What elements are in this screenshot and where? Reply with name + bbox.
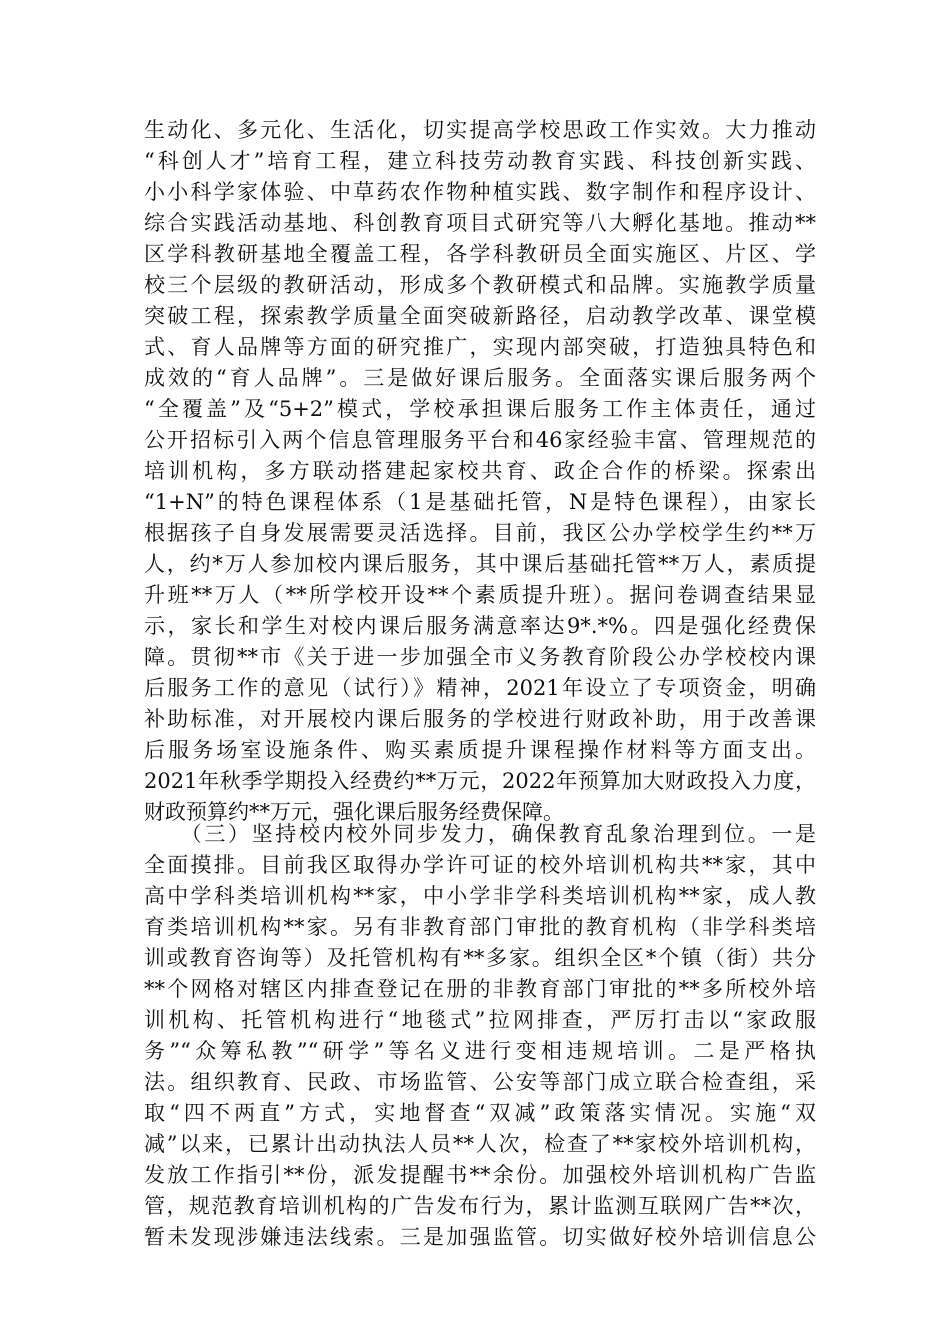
text-line: 训机构、托管机构进行“地毯式”拉网排查，严厉打击以“家政服 — [144, 1008, 816, 1032]
text-line: 法。组织教育、民政、市场监管、公安等部门成立联合检查组，采 — [144, 1070, 816, 1094]
text-line: “科创人才”培育工程，建立科技劳动教育实践、科技创新实践、 — [144, 149, 816, 173]
text-line: 管，规范教育培训机构的广告发布行为，累计监测互联网广告**次， — [144, 1194, 816, 1218]
text-line: 全面摸排。目前我区取得办学许可证的校外培训机构共**家，其中 — [144, 853, 816, 877]
text-line: 区学科教研基地全覆盖工程，各学科教研员全面实施区、片区、学 — [144, 242, 816, 266]
text-line: 高中学科类培训机构**家，中小学非学科类培训机构**家，成人教 — [144, 884, 816, 908]
text-line: 育类培训机构**家。另有非教育部门审批的教育机构（非学科类培 — [144, 915, 816, 939]
text-line: 财政预算约**万元，强化课后服务经费保障。 — [144, 800, 564, 824]
text-line: 综合实践活动基地、科创教育项目式研究等八大孵化基地。推动** — [144, 211, 816, 235]
text-line: “1+N”的特色课程体系（1是基础托管，N是特色课程），由家长 — [144, 490, 816, 514]
text-line: 发放工作指引**份，派发提醒书**余份。加强校外培训机构广告监 — [144, 1163, 816, 1187]
text-line: 培训机构，多方联动搭建起家校共育、政企合作的桥梁。探索出 — [144, 459, 816, 483]
text-line: 务”“众筹私教”“研学”等名义进行变相违规培训。二是严格执 — [144, 1039, 816, 1063]
paragraph-after-school-services — [144, 115, 816, 828]
text-line: 突破工程，探索教学质量全面突破新路径，启动教学改革、课堂模 — [144, 304, 816, 328]
text-line: 升班**万人（**所学校开设**个素质提升班）。据问卷调查结果显 — [144, 583, 816, 607]
text-line: 减”以来，已累计出动执法人员**人次，检查了**家校外培训机构， — [144, 1132, 816, 1156]
text-line: 障。贯彻**市《关于进一步加强全市义务教育阶段公办学校校内课 — [144, 645, 816, 669]
text-line: 校三个层级的教研活动，形成多个教研模式和品牌。实施教学质量 — [144, 273, 816, 297]
text-line: 成效的“育人品牌”。三是做好课后服务。全面落实课后服务两个 — [144, 366, 816, 390]
text-line: 示，家长和学生对校内课后服务满意率达9*.*%。四是强化经费保 — [144, 614, 816, 638]
text-line: **个网格对辖区内排查登记在册的非教育部门审批的**多所校外培 — [144, 977, 816, 1001]
paragraph-off-campus-governance — [144, 819, 816, 1253]
text-line: 后服务工作的意见（试行）》精神，2021年设立了专项资金，明确 — [144, 676, 816, 700]
text-line: 补助标准，对开展校内课后服务的学校进行财政补助，用于改善课 — [144, 707, 816, 731]
text-line: 式、育人品牌等方面的研究推广，实现内部突破，打造独具特色和 — [144, 335, 816, 359]
text-line: 后服务场室设施条件、购买素质提升课程操作材料等方面支出。 — [144, 738, 816, 762]
text-line: 生动化、多元化、生活化，切实提高学校思政工作实效。大力推动 — [144, 118, 816, 142]
text-line: 公开招标引入两个信息管理服务平台和46家经验丰富、管理规范的 — [144, 428, 816, 452]
text-line: 人，约*万人参加校内课后服务，其中课后基础托管**万人，素质提 — [144, 552, 816, 576]
text-line: 根据孩子自身发展需要灵活选择。目前，我区公办学校学生约**万 — [144, 521, 816, 545]
text-line: 训或教育咨询等）及托管机构有**多家。组织全区*个镇（街）共分 — [144, 946, 816, 970]
text-line: 暂未发现涉嫌违法线索。三是加强监管。切实做好校外培训信息公 — [144, 1225, 816, 1249]
text-line: 2021年秋季学期投入经费约**万元，2022年预算加大财政投入力度， — [144, 769, 816, 793]
text-line: 小小科学家体验、中草药农作物种植实践、数字制作和程序设计、 — [144, 180, 816, 204]
text-line: “全覆盖”及“5+2”模式，学校承担课后服务工作主体责任，通过 — [144, 397, 816, 421]
text-line: （三）坚持校内校外同步发力，确保教育乱象治理到位。一是 — [144, 822, 816, 846]
text-line: 取“四不两直”方式，实地督查“双减”政策落实情况。实施“双 — [144, 1101, 816, 1125]
